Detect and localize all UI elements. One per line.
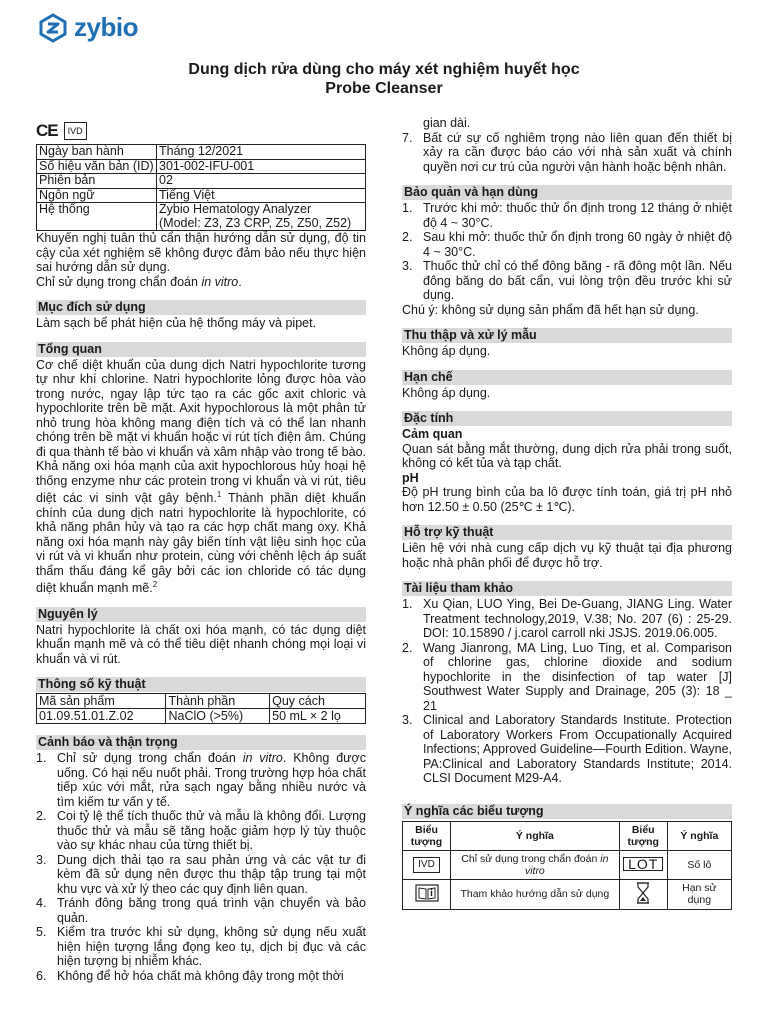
warning-continuation: gian dài. (423, 116, 471, 130)
intro-paragraph: Khuyến nghị tuân thủ cẩn thận hướng dẫn sử dụng, độ tin cậy của xét nghiệm sẽ không được đảm bảo nếu thực hiện sai hướng dẫn sử dụng. (36, 231, 366, 274)
section-heading-support: Hỗ trợ kỹ thuật (402, 525, 732, 540)
table-row (37, 145, 366, 160)
info-key: Hệ thống (37, 203, 157, 231)
hourglass-icon (636, 882, 650, 904)
column-header: Ý nghĩa (667, 821, 731, 850)
system-models: (Model: Z3, Z3 CRP, Z5, Z50, Z52) (159, 215, 352, 230)
ivd-mark-icon: IVD (64, 122, 87, 141)
storage-note: Chú ý: không sử dụng sản phẩm đã hết hạn sử dụng. (402, 302, 699, 317)
column-header: Biểu tượng (619, 821, 667, 850)
table-header-row (37, 694, 366, 709)
specs-table (36, 693, 366, 724)
storage-list (402, 201, 732, 303)
list-item: 1. Trước khi mở: thuốc thử ổn định trong 12 tháng ở nhiệt độ 4 ~ 30°C. (402, 201, 732, 230)
column-header: Biểu tượng (403, 821, 451, 850)
column-header: Quy cách (270, 694, 366, 709)
section-heading-limits: Hạn chế (402, 370, 732, 385)
list-item: 4. Tránh đông băng trong quá trình vận chuyển và bảo quản. (36, 896, 366, 925)
table-cell: 50 mL × 2 lọ (270, 709, 366, 724)
section-heading-warnings: Cảnh báo và thận trọng (36, 735, 366, 750)
overview-text: Cơ chế diệt khuẩn của dung dịch Natri hypochlorite tương tự như khí chlorine. Natri hypochlorite lỏng được hòa vào trong nước, ngay lập tức tạo ra các gốc axit chloric và hypochlorite trên bề mặt. Axit hypochlorous là một phân tử nhỏ trung hòa không mang điện tích và có thể lan nhanh chóng trên bề mặt vi khuẩn hoặc vi rút tích điện âm. Chúng đi qua thành tế bào vi khuẩn và xâm nhập vào trong tế bào. Khả năng oxi hóa mạnh của axit hypochlorous hủy hoại hệ thống enzyme như các protein trong vi khuẩn và vi rút, tiêu diệt các vi sinh vật gây bệnh.$^1$ Thành phần diệt khuẩn chính của dung dịch natri hypochlorite là hypochlorite, có khả năng phân hủy và tạo ra các hợp chất mang oxy. Khả năng oxi hóa mạnh này gây biến tính vật liệu sinh học của vi rút và vi khuẩn như protein, cùng với chênh lệch áp suất thẩm thấu đáng kể gây bởi các ion chloride có tác dụng diệt khuẩn mạnh mẽ.$^2$ (36, 357, 366, 596)
references-list (402, 597, 732, 786)
right-column (402, 116, 732, 910)
list-item: 1. Xu Qian, LUO Ying, Bei De-Guang, JIANG Ling. Water Treatment technology,2019, V.38; No. 207 (6) : 25-29. DOI: 10.15890 / j.carol carroll nki JSJS. 2019.06.005. (402, 597, 732, 640)
list-item: 1. Chỉ sử dụng trong chẩn đoán in vitro. Không được uống. Có hại nếu nuốt phải. Trong trường hợp hóa chất tiếp xúc với mắt, rửa sạch ngay bằng nhiều nước và tìm kiếm tư vấn y tế. (36, 751, 366, 809)
ivd-symbol-cell (403, 850, 451, 879)
warnings-list-continued (402, 131, 732, 175)
table-row (37, 709, 366, 724)
ivd-icon: IVD (413, 857, 440, 873)
lot-icon: LOT (623, 857, 663, 871)
info-value (157, 203, 366, 231)
ifu-meaning: Tham khảo hướng dẫn sử dụng (451, 879, 620, 909)
system-name: Zybio Hematology Analyzer (159, 202, 312, 216)
info-value: 02 (157, 174, 366, 189)
section-heading-specs: Thông số kỹ thuật (36, 677, 366, 692)
section-heading-characteristics: Đặc tính (402, 411, 732, 426)
principle-text: Natri hypochlorite là chất oxi hóa mạnh, có tác dụng diệt khuẩn mạnh mẽ và có thể tiêu diệt nhanh chóng mọi loại vi khuẩn và vi rút. (36, 622, 366, 666)
document-info-table (36, 144, 366, 231)
column-header: Ý nghĩa (451, 821, 620, 850)
ivd-meaning: Chỉ sử dụng trong chẩn đoán in vitro (451, 850, 620, 879)
expiry-symbol-cell (619, 879, 667, 909)
ph-text: Độ pH trung bình của ba lô được tính toán, giá trị pH nhỏ hơn 12.50 ± 0.50 (25℃ ± 1℃). (402, 485, 732, 514)
sense-text: Quan sát bằng mắt thường, dung dịch rửa phải trong suốt, không có kết tủa và tạp chất. (402, 441, 732, 470)
list-item: 3. Thuốc thử chỉ có thể đông băng - rã đông một lần. Nếu đông băng do bất cẩn, vui lòng trộn đều trước khi sử dụng. (402, 259, 732, 302)
brand-logo (38, 12, 138, 43)
section-heading-symbols: Ý nghĩa các biểu tượng (402, 804, 732, 819)
expiry-meaning: Hạn sử dụng (667, 879, 731, 909)
table-row (37, 188, 366, 203)
table-cell: 01.09.51.01.Z.02 (37, 709, 166, 724)
info-key: Ngôn ngữ (37, 188, 157, 203)
list-item: 7. Bất cứ sự cố nghiêm trọng nào liên quan đến thiết bị xảy ra cần được báo cáo với nhà sản xuất và chính quyền nơi cư trú của người vận hành hoặc bệnh nhân. (402, 130, 732, 174)
regulatory-marks (36, 120, 366, 142)
list-item: 3. Dung dịch thải tạo ra sau phản ứng và các vật tư đi kèm đã sử dụng nên được thu thập tập trung tại một khu vực và xử lý theo các quy định liên quan. (36, 852, 366, 896)
brand-name: zybio (74, 12, 138, 42)
column-header: Thành phần (166, 694, 270, 709)
list-item: 3. Clinical and Laboratory Standards Institute. Protection of Laboratory Workers From Occupationally Acquired Infections; Approved Guideline—Fourth Edition. Wayne, PA:Clinical and Laboratory Standards Institute; 2014. CLSI Document M29-A4. (402, 713, 732, 785)
table-row (403, 879, 732, 909)
sense-subheading: Cảm quan (402, 427, 463, 441)
document-subtitle: Probe Cleanser (325, 80, 443, 97)
list-item: 5. Kiểm tra trước khi sử dụng, không sử dụng nếu xuất hiện hiện tượng lắng đọng keo tụ, dịch bị đục và các hiện tượng bị nhiễm khác. (36, 925, 366, 969)
table-row (403, 850, 732, 879)
collection-text: Không áp dụng. (402, 344, 491, 358)
ifu-symbol-cell (403, 879, 451, 909)
intro-ivd-note: Chỉ sử dụng trong chẩn đoán in vitro. (36, 274, 242, 289)
info-value: 301-002-IFU-001 (157, 159, 366, 174)
section-heading-principle: Nguyên lý (36, 607, 366, 622)
table-header-row (403, 821, 732, 850)
lot-meaning: Số lô (667, 850, 731, 879)
list-item: 2. Wang Jianrong, MA Ling, Luo Ting, et al. Comparison of chlorine gas, chlorine dioxide and sodium hypochlorite in the disinfection of tap water [J] Southwest Water Supply and Drainage, 205 (3): 18 _ 21 (402, 640, 732, 713)
table-row (37, 174, 366, 189)
section-heading-purpose: Mục đích sử dụng (36, 300, 366, 315)
ce-mark-icon: CE (36, 120, 58, 140)
lot-symbol-cell (619, 850, 667, 879)
warnings-list (36, 751, 366, 983)
info-key: Ngày ban hành (37, 145, 157, 160)
list-item: 2. Coi tỷ lệ thể tích thuốc thử và mẫu là không đổi. Lượng thuốc thử và mẫu sẽ tăng hoặc giảm hợp lý tùy thuộc vào sự khác nhau của từng thiết bị. (36, 809, 366, 853)
ph-subheading: pH (402, 470, 419, 485)
section-heading-storage: Bảo quản và hạn dùng (402, 185, 732, 200)
table-row (37, 203, 366, 231)
zybio-logo-icon (38, 13, 68, 43)
left-column (36, 120, 366, 983)
list-item: 2. Sau khi mở: thuốc thử ổn định trong 60 ngày ở nhiệt độ 4 ~ 30°C. (402, 230, 732, 259)
list-item: 6. Không để hở hóa chất mà không đậy trong một thời (36, 968, 344, 983)
column-header: Mã sản phẩm (37, 694, 166, 709)
section-heading-overview: Tổng quan (36, 342, 366, 357)
limits-text: Không áp dụng. (402, 385, 491, 400)
info-value: Tiếng Việt (157, 188, 366, 203)
info-key: Số hiệu văn bản (ID) (37, 159, 157, 174)
section-heading-collection: Thu thập và xử lý mẫu (402, 328, 732, 343)
support-text: Liên hệ với nhà cung cấp dịch vụ kỹ thuật tại địa phương hoặc nhà phân phối để được hỗ trợ. (402, 541, 732, 570)
section-heading-references: Tài liệu tham khảo (402, 581, 732, 596)
info-key: Phiên bản (37, 174, 157, 189)
document-title: Dung dịch rửa dùng cho máy xét nghiệm huyết học (188, 61, 580, 78)
instructions-book-icon (415, 884, 439, 902)
symbols-table (402, 821, 732, 910)
table-cell: NaClO (>5%) (166, 709, 270, 724)
purpose-text: Làm sạch bể phát hiện của hệ thống máy và pipet. (36, 316, 317, 330)
info-value: Tháng 12/2021 (157, 145, 366, 160)
table-row (37, 159, 366, 174)
